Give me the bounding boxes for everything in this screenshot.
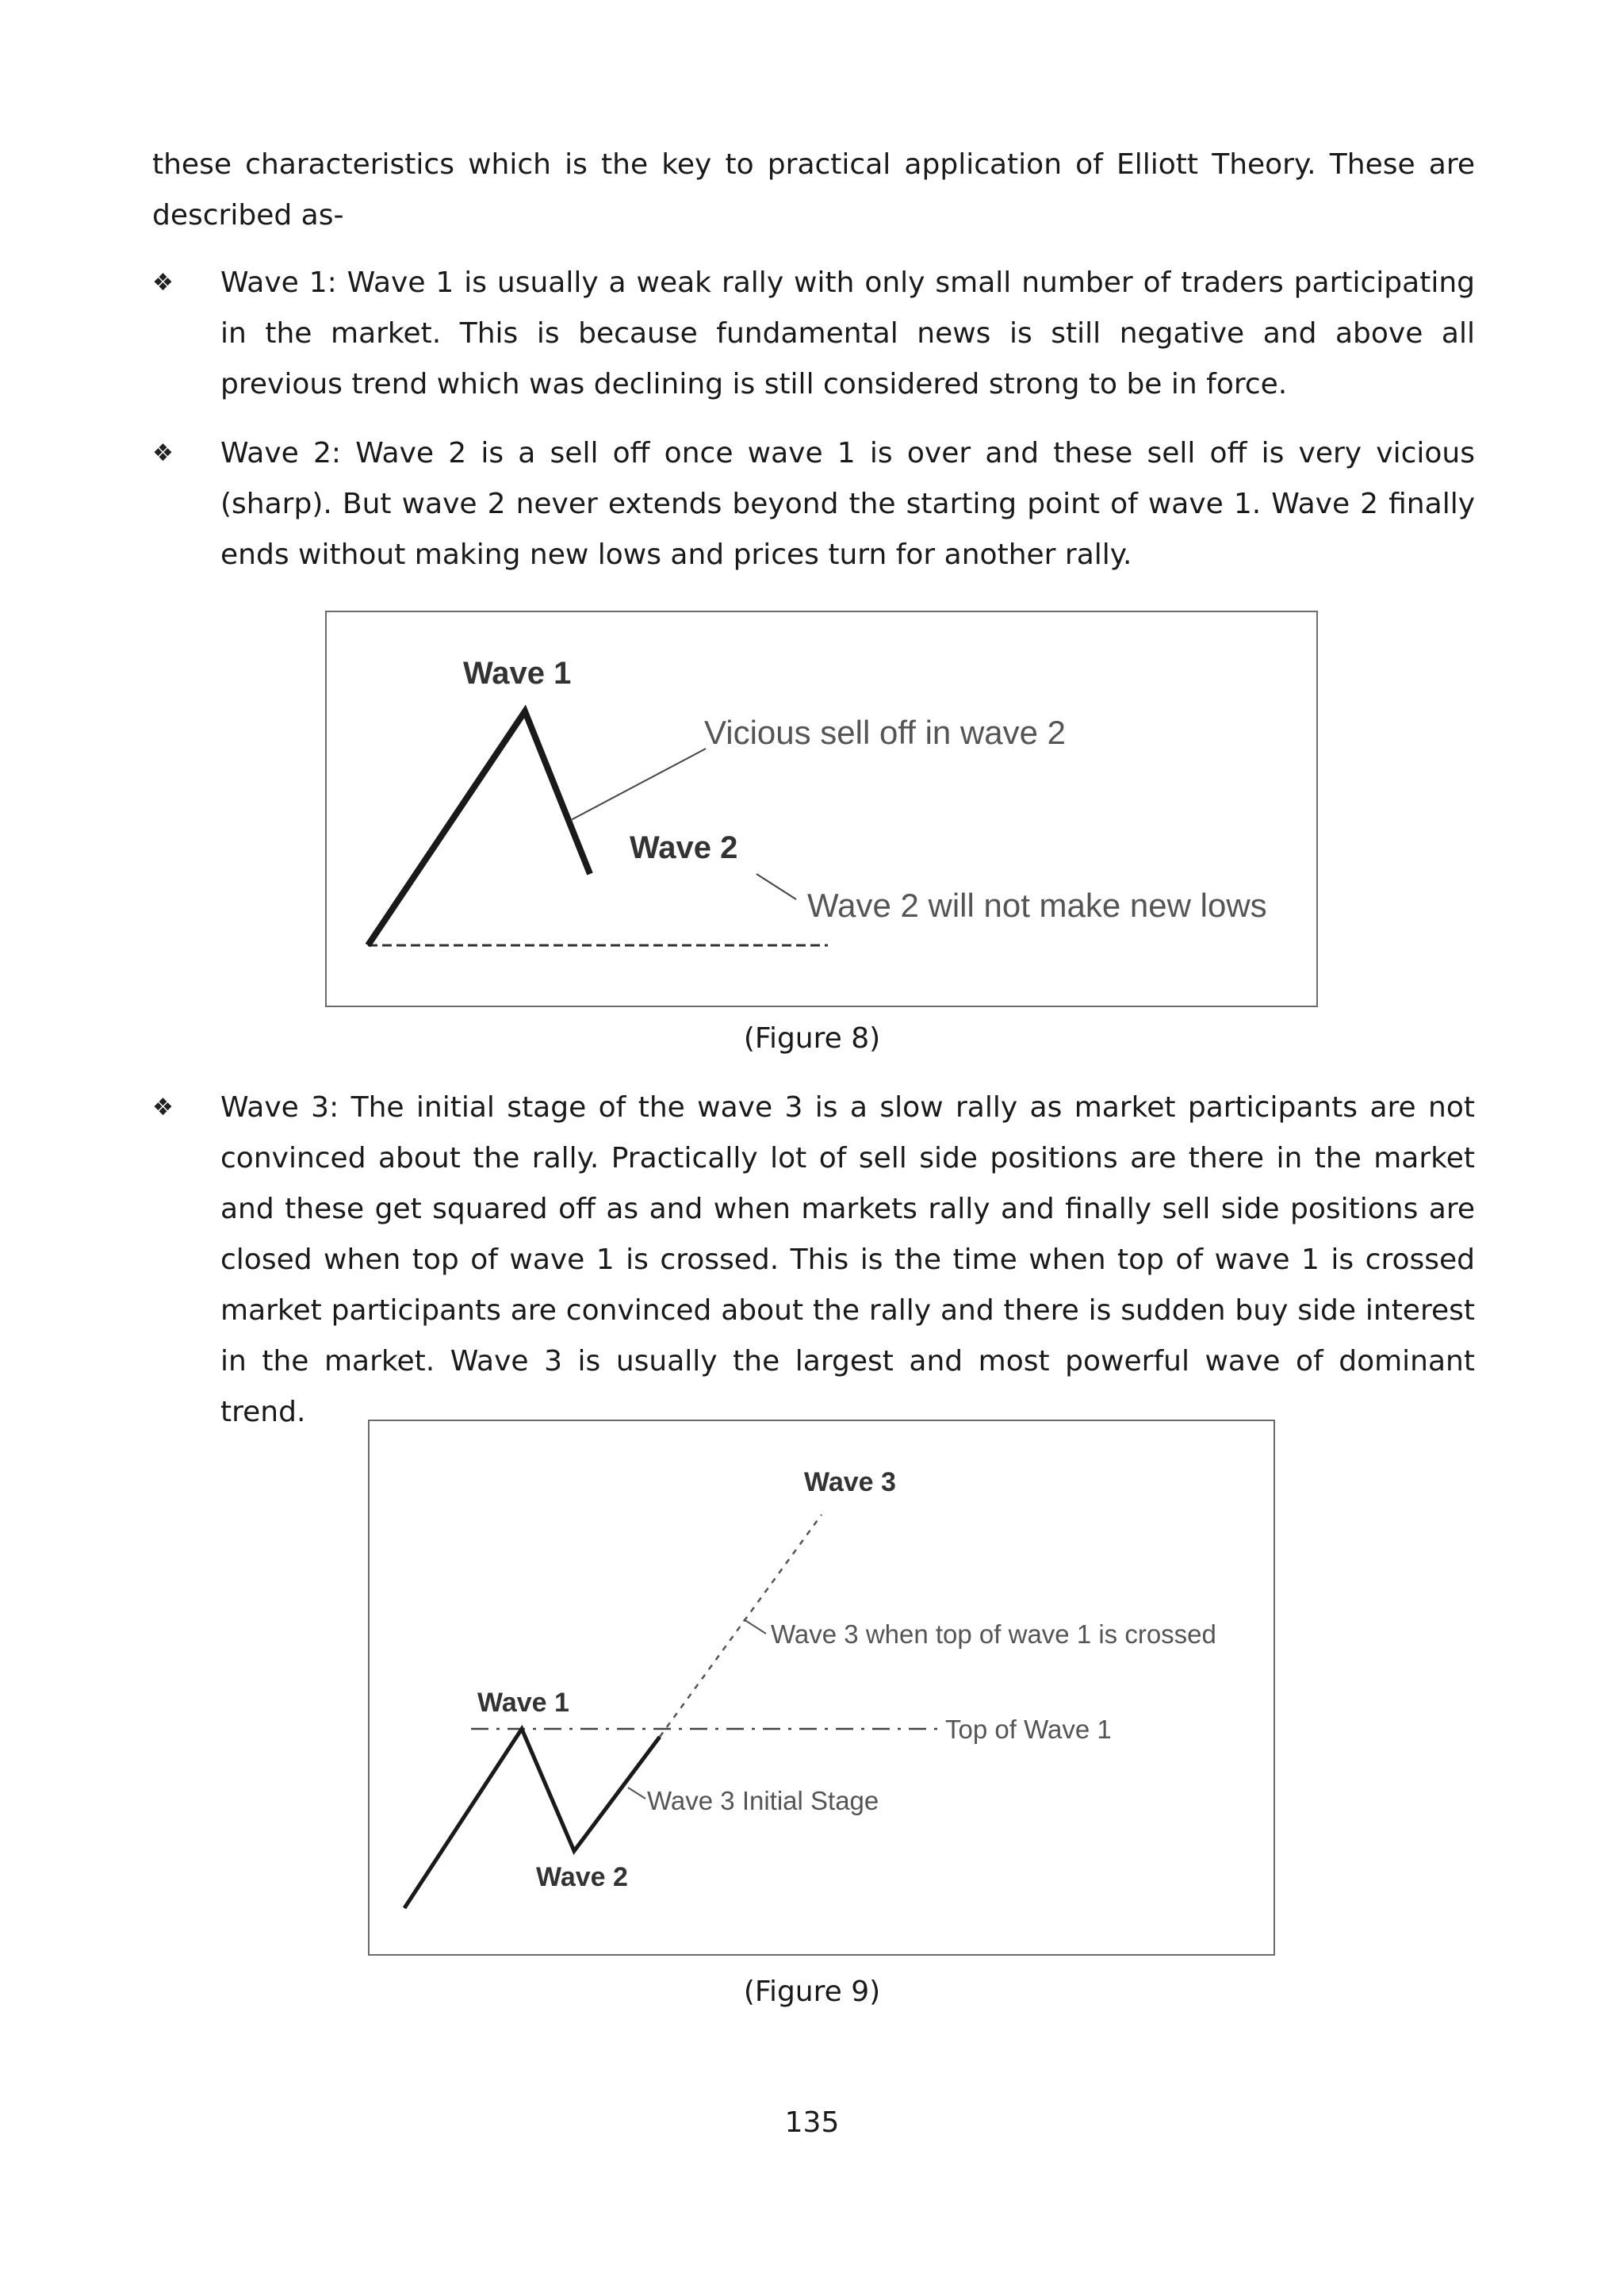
figure-9 xyxy=(368,1420,1275,1956)
figure-8-wave-1-label: Wave 1 xyxy=(463,656,572,691)
figure-9-crossed-annotation: Wave 3 when top of wave 1 is crossed xyxy=(771,1619,1216,1649)
figure-8-wave-2-label: Wave 2 xyxy=(630,830,738,865)
wave-3-description: Wave 3: The initial stage of the wave 3 is a slow rally as market participants are not convinced about the rally. Practically lot of sell side positions are there in the market and these get squared off as and when markets rally and finally sell side positions are closed when top of wave 1 is crossed. This is the time when top of wave 1 is crossed market participants are convinced about the rally and there is sudden buy side interest in the market. Wave 3 is usually the largest and most powerful wave of dominant trend. xyxy=(220,1091,1475,1428)
bullet-icon-wave-3: ❖ xyxy=(152,1094,174,1121)
figure-8-diagram xyxy=(327,612,1316,1006)
figure-9-initial-annotation: Wave 3 Initial Stage xyxy=(647,1786,879,1815)
intro-line-1 xyxy=(152,140,1475,190)
bullet-icon-wave-2: ❖ xyxy=(152,439,174,467)
wave-2-description: Wave 2: Wave 2 is a sell off once wave 1 is over and these sell off is very vicious (sharp). But wave 2 never extends beyond the starting point of wave 1. Wave 2 finally ends without making new lows and prices turn for another rally. xyxy=(220,437,1475,571)
figure-9-initial-leader xyxy=(628,1788,645,1799)
wave-1-description: Wave 1: Wave 1 is usually a weak rally with only small number of traders participating in the market. This is because fundamental news is still negative and above all previous trend which was declining is still considered strong to be in force. xyxy=(220,266,1475,400)
figure-9-diagram xyxy=(370,1421,1274,1954)
figure-8 xyxy=(325,611,1318,1007)
intro-line-1-text: these characteristics which is the key to practical application of Elliott Theory. These are xyxy=(152,148,1475,181)
figure-9-wave-1-label: Wave 1 xyxy=(477,1688,569,1718)
page-number: 135 xyxy=(784,2106,840,2139)
figure-8-new-lows-leader xyxy=(756,874,796,899)
figure-9-wave-3-label: Wave 3 xyxy=(804,1467,896,1497)
figure-8-caption: (Figure 8) xyxy=(743,1022,881,1055)
intro-line-2: described as- xyxy=(152,199,344,232)
figure-8-new-lows-annotation: Wave 2 will not make new lows xyxy=(807,887,1267,924)
figure-8-sell-off-annotation: Vicious sell off in wave 2 xyxy=(704,714,1067,751)
figure-9-wave-2-label: Wave 2 xyxy=(536,1862,628,1892)
figure-9-caption: (Figure 9) xyxy=(743,1976,881,2008)
bullet-icon-wave-1: ❖ xyxy=(152,269,174,297)
figure-9-top-annotation: Top of Wave 1 xyxy=(945,1715,1112,1744)
figure-9-crossed-leader xyxy=(744,1619,766,1634)
figure-8-sell-off-leader xyxy=(571,749,706,820)
figure-8-wave-path xyxy=(368,711,590,945)
